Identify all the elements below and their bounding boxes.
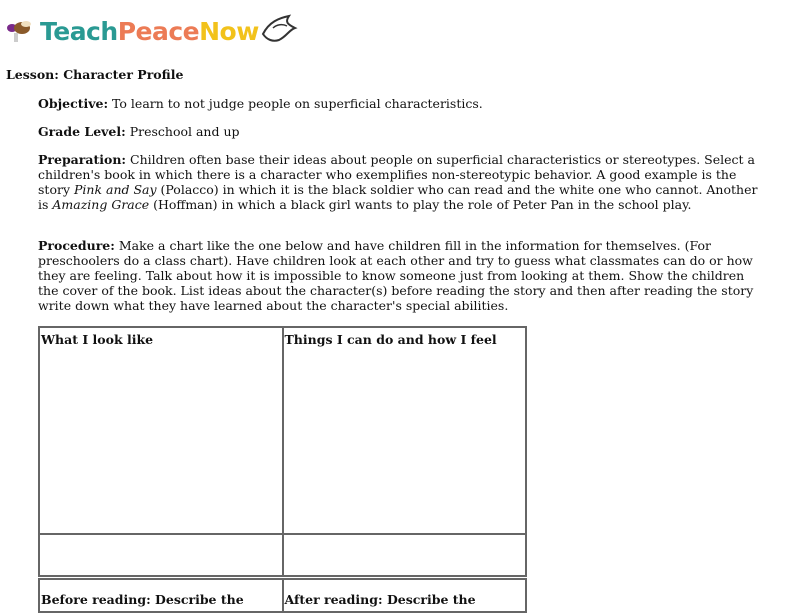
objective <box>38 96 758 111</box>
lesson-content <box>38 96 758 613</box>
lesson-title: Lesson: Character Profile <box>6 67 184 82</box>
procedure <box>38 238 758 313</box>
preparation-label: Preparation: <box>38 152 127 167</box>
book-title: Amazing Grace <box>52 197 150 212</box>
grade-level <box>38 124 758 139</box>
chart-header-do: Things I can do and how I feel <box>283 327 527 534</box>
dove-icon <box>259 14 299 48</box>
character-chart <box>38 326 527 577</box>
reading-chart <box>38 578 527 613</box>
chart-cell <box>39 534 283 576</box>
preparation-text: (Polacco) in which it is the black soldier who can read and the white one who cannot. Another is <box>38 182 758 212</box>
chart-header-look: What I look like <box>39 327 283 534</box>
chart-cell <box>283 534 527 576</box>
procedure-label: Procedure: <box>38 238 115 253</box>
hands-icon <box>4 18 36 44</box>
logo-peace: Peace <box>117 16 200 46</box>
after-reading-header: After reading: Describe the <box>283 579 527 612</box>
before-reading-header: Before reading: Describe the <box>39 579 283 612</box>
objective-label: Objective: <box>38 96 109 111</box>
preparation-text: Children often base their ideas about people on superficial characteristics or stereotypes. Select a children's book in which there is a character who exemplifies non-stereotypic behavior. A good example is the story <box>38 152 755 197</box>
logo-text <box>40 16 259 46</box>
procedure-text: Make a chart like the one below and have children fill in the information for themselves. (For preschoolers do a class chart). Have children look at each other and try to guess what classmates can do or how they are feeling. Talk about how it is impossible to know someone just from looking at them. Show the children the cover of the book. List ideas about the character(s) before reading the story and then after reading the story write down what they have learned about the character's special abilities. <box>38 238 754 313</box>
logo-teach: Teach <box>40 16 118 46</box>
logo-now: Now <box>199 16 259 46</box>
preparation <box>38 152 758 212</box>
book-title: Pink and Say <box>73 182 157 197</box>
objective-text: To learn to not judge people on superficial characteristics. <box>108 96 483 111</box>
logo[interactable] <box>4 14 299 48</box>
grade-label: Grade Level: <box>38 124 126 139</box>
preparation-text: (Hoffman) in which a black girl wants to play the role of Peter Pan in the school play. <box>149 197 692 212</box>
grade-text: Preschool and up <box>125 124 240 139</box>
